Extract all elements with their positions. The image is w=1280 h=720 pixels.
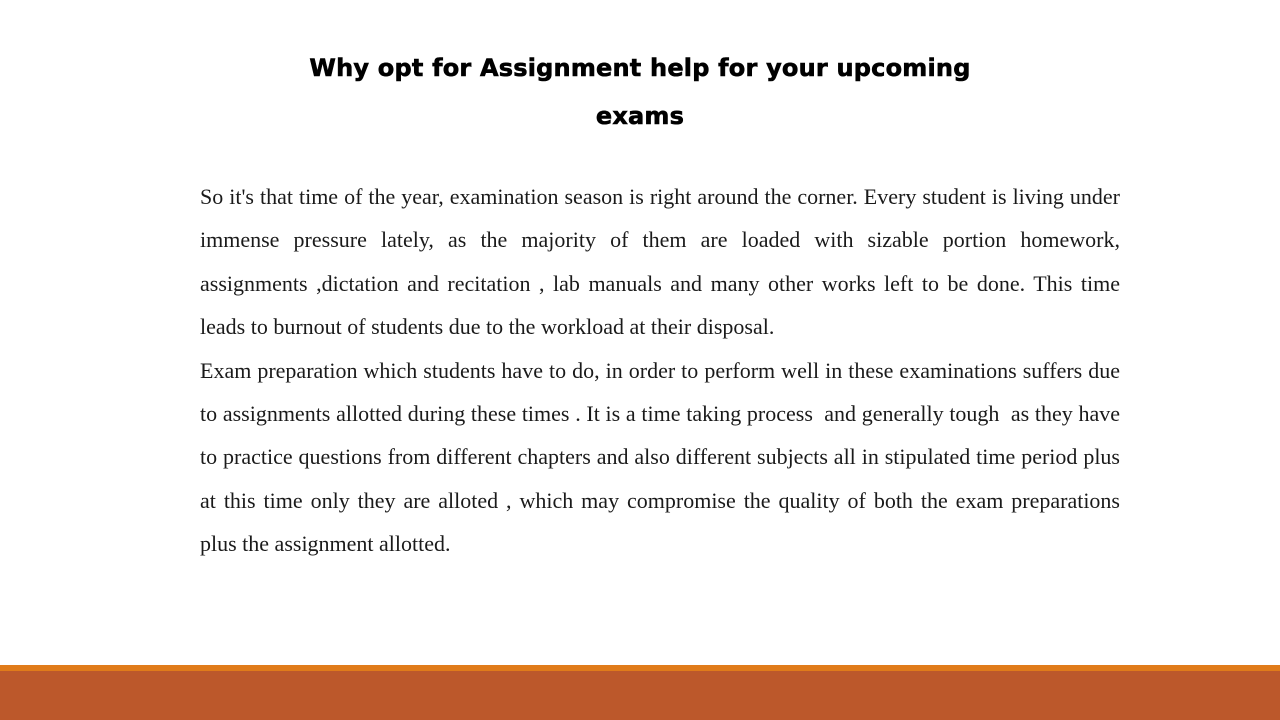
slide-title-line-2: exams [595,102,685,130]
slide-body [200,175,1126,566]
body-paragraph-2: Exam preparation which students have to do, in order to perform well in these examinations suffers due to assignments allotted during these times . It is a time taking process and generally tough as they have to practice questions from different chapters and also different subjects all in stipulated time period plus at this time only they are alloted , which may compromise the quality of both the exam preparations plus the assignment allotted. [200,357,1126,557]
slide-title [0,44,1280,140]
body-paragraph-1: So it's that time of the year, examination season is right around the corner. Every student is living under immense pressure lately, as the majority of them are loaded with sizable portion homework, assignments ,dictation and recitation , lab manuals and many other works left to be done. This time leads to burnout of students due to the workload at their disposal. [200,184,1126,340]
slide-title-line-1: Why opt for Assignment help for your upcoming [309,54,971,82]
footer-bar [0,671,1280,720]
